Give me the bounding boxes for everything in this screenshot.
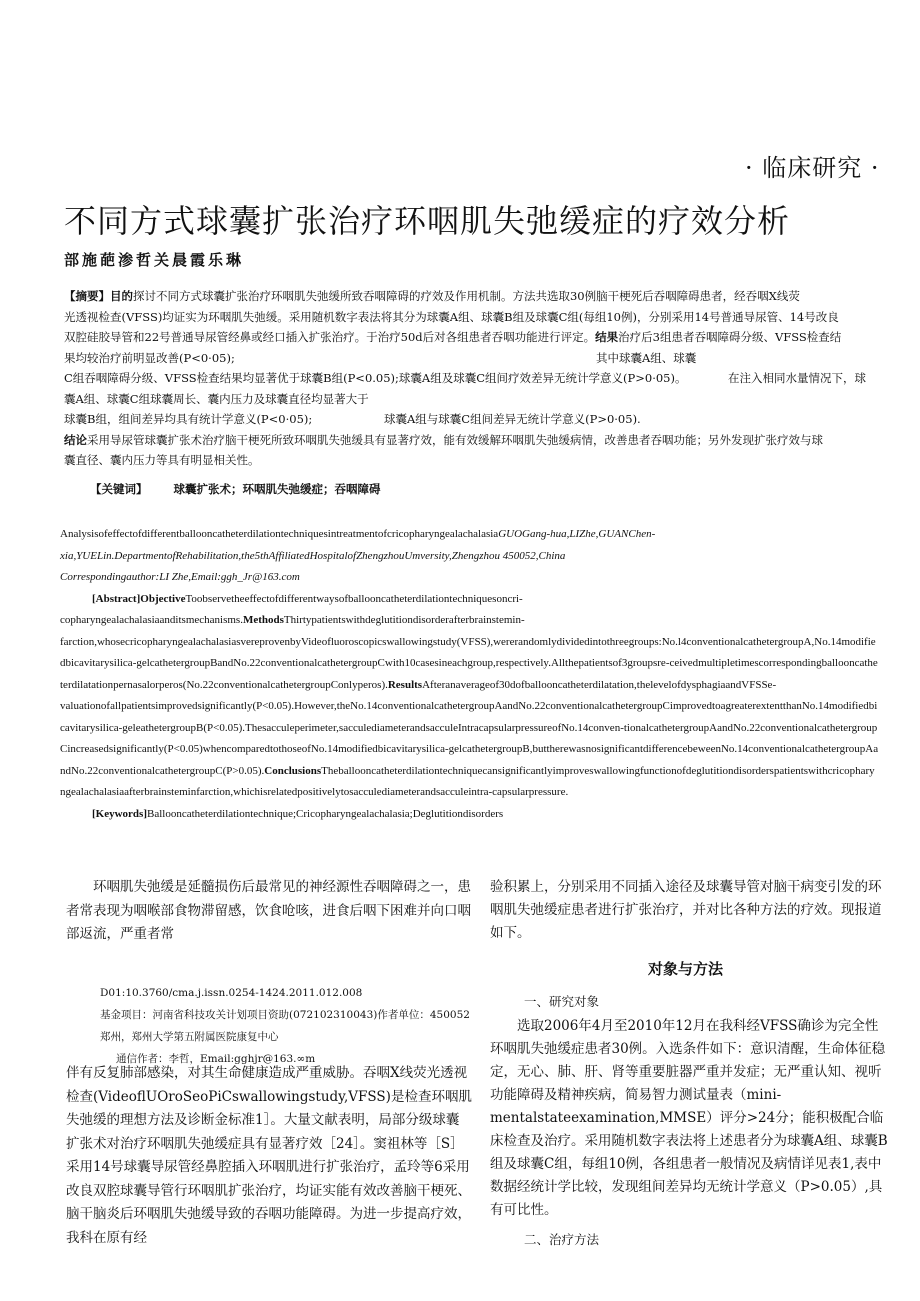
english-corresponding: Correspondingauthor:LI Zhe,Email:ggh_Jr@163.com — [60, 571, 300, 583]
author-list: 部施葩渗哲关晨霞乐琳 — [64, 251, 245, 269]
abstract-line: 双腔硅胶导管和22号普通导尿管经鼻或经口插入扩张治疗。于治疗50d后对各组患者吞咽功能进行评定。 — [64, 330, 596, 344]
abstract-cn — [64, 286, 882, 471]
en-abstract-text: Thirtypatientswithdeglutitiondisorderafterbrainstemin- — [283, 614, 525, 626]
en-results-label: Results — [387, 678, 423, 691]
section-heading: 对象与方法 — [648, 960, 724, 978]
body-paragraph: 伴有反复肺部感染，对其生命健康造成严重威胁。吞咽X线荧光透视检查(VideoflUOroSeoPiCswallowingstudy,VFSS)是检查环咽肌失弛缓的理想方法及诊断金标准1］。大量文献表明，局部分级球囊扩张术对治疗环咽肌失弛缓症具有显著疗效［24］。窦祖林等［S］采用14号球囊导尿管经鼻腔插入环咽肌进行扩张治疗，孟玲等6采用改良双腔球囊导管行环咽肌扩张治疗，均证实能有效改善脑干梗死、脑干脑炎后环咽肌失弛缓导致的吞咽功能障碍。为进一步提高疗效，我科在原有经 — [66, 1065, 472, 1246]
objective-label: 目的 — [110, 289, 133, 303]
abstract-line: 囊直径、囊内压力等具有明显相关性。 — [64, 453, 260, 467]
body-left-top — [66, 876, 472, 947]
body-paragraph: 选取2006年4月至2010年12月在我科经VFSS确诊为完全性环咽肌失弛缓症患者30例。入选条件如下：意识清醒，生命体征稳定，无心、肺、肝、肾等重要脏器严重并发症；无严重认知、视听功能障碍及精神疾病，简易智力测试量表（mini-mentalstateexamination,MMSE）评分>24分；能积极配合临床检查及治疗。采用随机数字表法将上述患者分为球囊A组、球囊B组及球囊C组，每组10例，各组患者一般情况及病情详见表1,表中数据经统计学比较，发现组间差异均无统计学意义（P>0.05）,具有可比性。 — [490, 1018, 888, 1218]
article-title: 不同方式球囊扩张治疗环咽肌失弛缓症的疗效分析 — [64, 202, 791, 240]
body-right-top — [490, 876, 888, 945]
en-abstract-label: [Abstract] — [92, 592, 141, 605]
body-right-bottom — [490, 990, 888, 1251]
footnote-corr: 通信作者：李哲，Email:gghjr@163.∞m — [116, 1053, 316, 1065]
abstract-line: 囊A组、球囊C组球囊周长、囊内压力及球囊直径均显著大于 — [64, 391, 369, 406]
footnote-doi: D01:10.3760/cma.j.issn.0254-1424.2011.012.008 — [100, 987, 363, 999]
en-methods-label: Methods — [242, 614, 284, 626]
abstract-line: 光透视检查(VFSS)均证实为环咽肌失弛缓。采用随机数字表法将其分为球囊A组、球囊B组及球囊C组(每组10例)，分别采用14号普通导尿管、14号改良 — [64, 309, 839, 324]
conclusion-label: 结论 — [64, 432, 87, 447]
abstract-line: 在注入相同水量情况下，球 — [728, 371, 866, 385]
abstract-line: 治疗后3组患者吞咽障碍分级、VFSS检查结 — [618, 330, 842, 344]
abstract-line: 球囊B组，组间差异均具有统计学意义(P<0·05); — [64, 412, 313, 426]
footnote-fund: 基金项目：河南省科技攻关计划项目资助(072102310043)作者单位：450052郑州，郑州大学第五附属医院康复中心 — [100, 1009, 470, 1043]
footnote — [100, 982, 470, 1070]
keywords-cn — [90, 481, 407, 497]
en-abstract-text: Afteranaverageof30dofballooncatheterdilatation,thelevelofdysphagiaandVFSSe- — [422, 678, 777, 691]
results-label: 结果 — [595, 330, 619, 344]
abstract-line: 球囊A组与球囊C组间差异无统计学意义(P>0·05). — [384, 412, 641, 426]
en-abstract-text: Toobservetheeffectofdifferentwaysofballooncatheterdilationtechniquesoncri- — [185, 592, 523, 605]
keywords-label: 【关键词】 — [90, 482, 148, 496]
keywords-terms: 球囊扩张术；环咽肌失弛缓症；吞咽障碍 — [173, 482, 381, 496]
english-affiliation: xia,YUELin.DepartmentofRehabilitation,the5thAffiliatedHospitalofZhengzhouUmversity,Zhengzhou 450052,China — [60, 549, 566, 562]
abstract-line: C组吞咽障碍分级、VFSS检查结果均显著优于球囊B组(P<0.05);球囊A组及球囊C组间疗效差异无统计学意义(P>0·05)。 — [64, 371, 687, 385]
body-left-bottom — [66, 1062, 472, 1250]
en-conclusions-label: Conclusions — [264, 764, 322, 777]
english-title: Analysisofeffectofdifferentballooncatheterdilationtechniquesintreatmentofcricopharyngealachalasia — [60, 528, 499, 540]
en-abstract-text: farction,whosecricopharyngealachalasiasvereprovenbyVideofluoroscopicswallowingstudy(VFSS),wererandomlydividedintothreegroups:No.l4conventionalcathetergroupA,No.14modifiedbicavitarysilica-gelcathetergroupBandNo.22conventionalcathetergroupCwith10casesineachgroup,respectively.Allthepatientsof3groupsre-ceivedmultipletimescorrespondingballooncatheterdilatationpernasalorperos(No.22conventionalcathetergroupConlyperos). — [60, 635, 878, 691]
subsection-heading: 二、治疗方法 — [524, 1232, 600, 1247]
abstract-line: 采用导尿管球囊扩张术治疗脑干梗死所致环咽肌失弛缓具有显著疗效，能有效缓解环咽肌失弛缓病情，改善患者吞咽功能；另外发现扩张疗效与球 — [87, 432, 823, 447]
abstract-label: 【摘要】 — [64, 289, 110, 303]
en-keywords: Ballooncatheterdilationtechnique;Cricopharyngealachalasia;Deglutitiondisorders — [147, 807, 504, 820]
english-authors: GUOGang-hua,LIZhe,GUANChen- — [498, 528, 656, 540]
section-tag: · 临床研究 · — [745, 154, 880, 182]
abstract-line: 果均较治疗前明显改善(P<0·05); — [64, 350, 235, 365]
abstract-line: 探讨不同方式球囊扩张治疗环咽肌失弛缓所致吞咽障碍的疗效及作用机制。方法共选取30例脑干梗死后吞咽障碍患者，经吞咽X线荧 — [133, 289, 800, 303]
subsection-heading: 一、研究对象 — [524, 994, 600, 1009]
body-paragraph: 环咽肌失弛缓是延髓损伤后最常见的神经源性吞咽障碍之一，患者常表现为咽喉部食物滞留感，饮食呛咳，进食后咽下困难并向口咽部返流，严重者常 — [66, 879, 471, 942]
en-keywords-label: [Keywords] — [92, 807, 147, 820]
en-abstract-text: Theballooncatheterdilationtechniquecansignificantlyimproveswallowingfunctionofdeglutitiondisorderspatientswithcricopharyngealachalasiaafterbrainsteminfarction,whichisrelatedpositivelytosacculediameterandsacculeintra-capsularpressure. — [60, 764, 875, 798]
en-abstract-text: valuationofallpatientsimprovedsignificantly(P<0.05).However,theNo.14conventionalcathetergroupAandNo.22conventionalcathetergroupCimprovedtoagreaterextentthanNo.14modifiedbicavitarysilica-geleathetergroupB(P<0.05).Thesacculeperimeter,sacculediameterandsacculeIntracapsularpressureofNo.14conven-tionalcathetergroupAandNo.22conventionalcathetergroupCincreasedsignificantly(P<0.05)whencomparedtothoseofNo.14modifiedbicavitarysilica-gelcathetergroupB,buttherewasnosignificantdifferencebeweenNo.14conventionalcathetergroupAandNo.22conventionalcathetergroupC(P>0.05). — [60, 700, 879, 777]
english-abstract — [60, 524, 880, 825]
body-paragraph: 验积累上，分别采用不同插入途径及球囊导管对脑干病变引发的环咽肌失弛缓症患者进行扩张治疗，并对比各种方法的疗效。现报道如下。 — [490, 879, 882, 941]
abstract-line: 其中球囊A组、球囊 — [596, 350, 697, 365]
en-objective-label: Objective — [140, 592, 186, 605]
en-abstract-text: copharyngealachalasiaanditsmechanisms. — [60, 614, 243, 626]
